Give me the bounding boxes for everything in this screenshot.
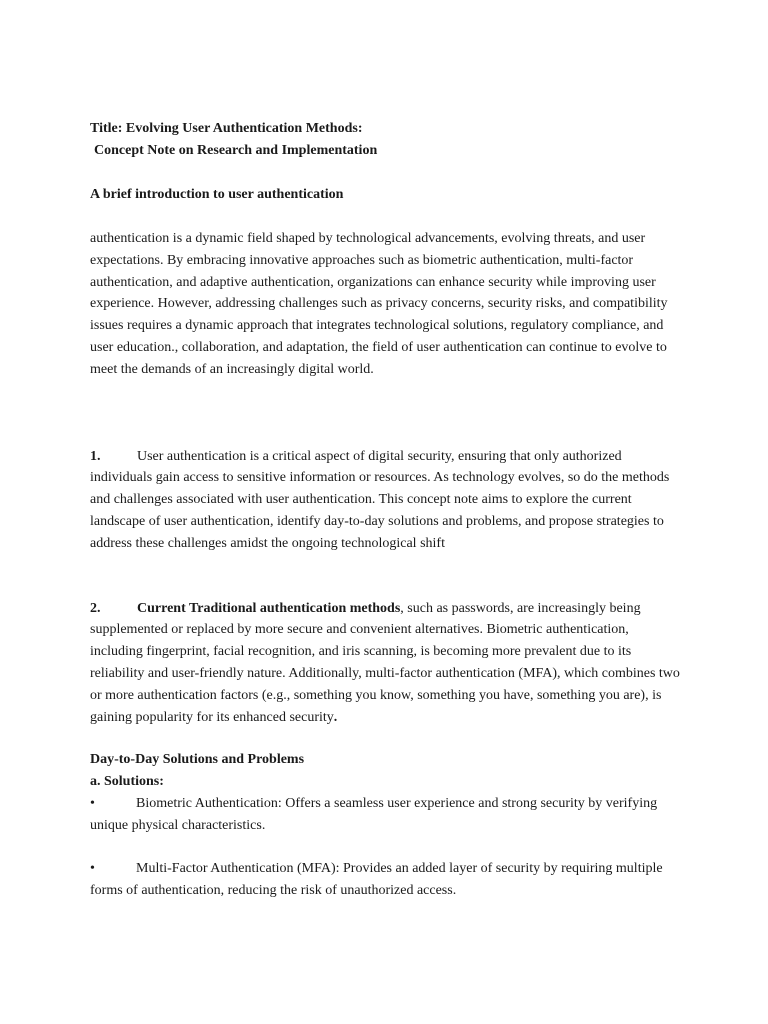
section-2-paragraph: [90, 598, 680, 729]
bullet-text: Multi-Factor Authentication (MFA): Provides an added layer of security by requiring multiple forms of authentication, reducing the risk of unauthorized access.: [90, 860, 663, 898]
section-1-paragraph: [90, 446, 680, 555]
bullet-text: Biometric Authentication: Offers a seamless user experience and strong security by verifying unique physical characteristics.: [90, 796, 658, 834]
section-2-text: , such as passwords, are increasingly being supplemented or replaced by more secure and convenient alternatives. Biometric authentication, including fingerprint, facial recognition, and iris scanning, is becoming more prevalent due to its reliability and user-friendly nature. Additionally, multi-factor authentication (MFA), which combines two or more authentication factors (e.g., something you know, something you have, something you are), is gaining popularity for its enhanced security: [90, 600, 680, 725]
document-title-line-1: Title: Evolving User Authentication Methods:: [90, 121, 363, 136]
document-title-line-2: Concept Note on Research and Implementation: [94, 143, 378, 158]
bullet-item: [90, 793, 680, 837]
section-2-end-period: .: [333, 709, 338, 725]
intro-heading: A brief introduction to user authentication: [90, 187, 344, 202]
intro-paragraph: authentication is a dynamic field shaped by technological advancements, evolving threats, and user expectations. By embracing innovative approaches such as biometric authentication, multi-factor authentication, and adaptive authentication, organizations can enhance security while improving user experience. However, addressing challenges such as privacy concerns, security risks, and compatibility issues requires a dynamic approach that integrates technological solutions, regulatory compliance, and user education., collaboration, and adaptation, the field of user authentication can continue to evolve to meet the demands of an increasingly digital world.: [90, 231, 668, 377]
section-2-bold-lead: Current Traditional authentication methods: [137, 600, 401, 616]
bullet-icon: •: [90, 860, 95, 876]
bullet-item: [90, 858, 680, 902]
solutions-heading: Day-to-Day Solutions and Problems: [90, 752, 305, 768]
solutions-subheading: a. Solutions:: [90, 774, 164, 790]
bullet-icon: •: [90, 796, 95, 812]
section-1-number: 1.: [90, 448, 101, 464]
section-2-number: 2.: [90, 600, 101, 616]
document-body: [90, 118, 680, 902]
section-1-text: User authentication is a critical aspect of digital security, ensuring that only authorized individuals gain access to sensitive information or resources. As technology evolves, so do the methods and challenges associated with user authentication. This concept note aims to explore the current landscape of user authentication, identify day-to-day solutions and problems, and propose strategies to address these challenges amidst the ongoing technological shift: [90, 448, 670, 551]
